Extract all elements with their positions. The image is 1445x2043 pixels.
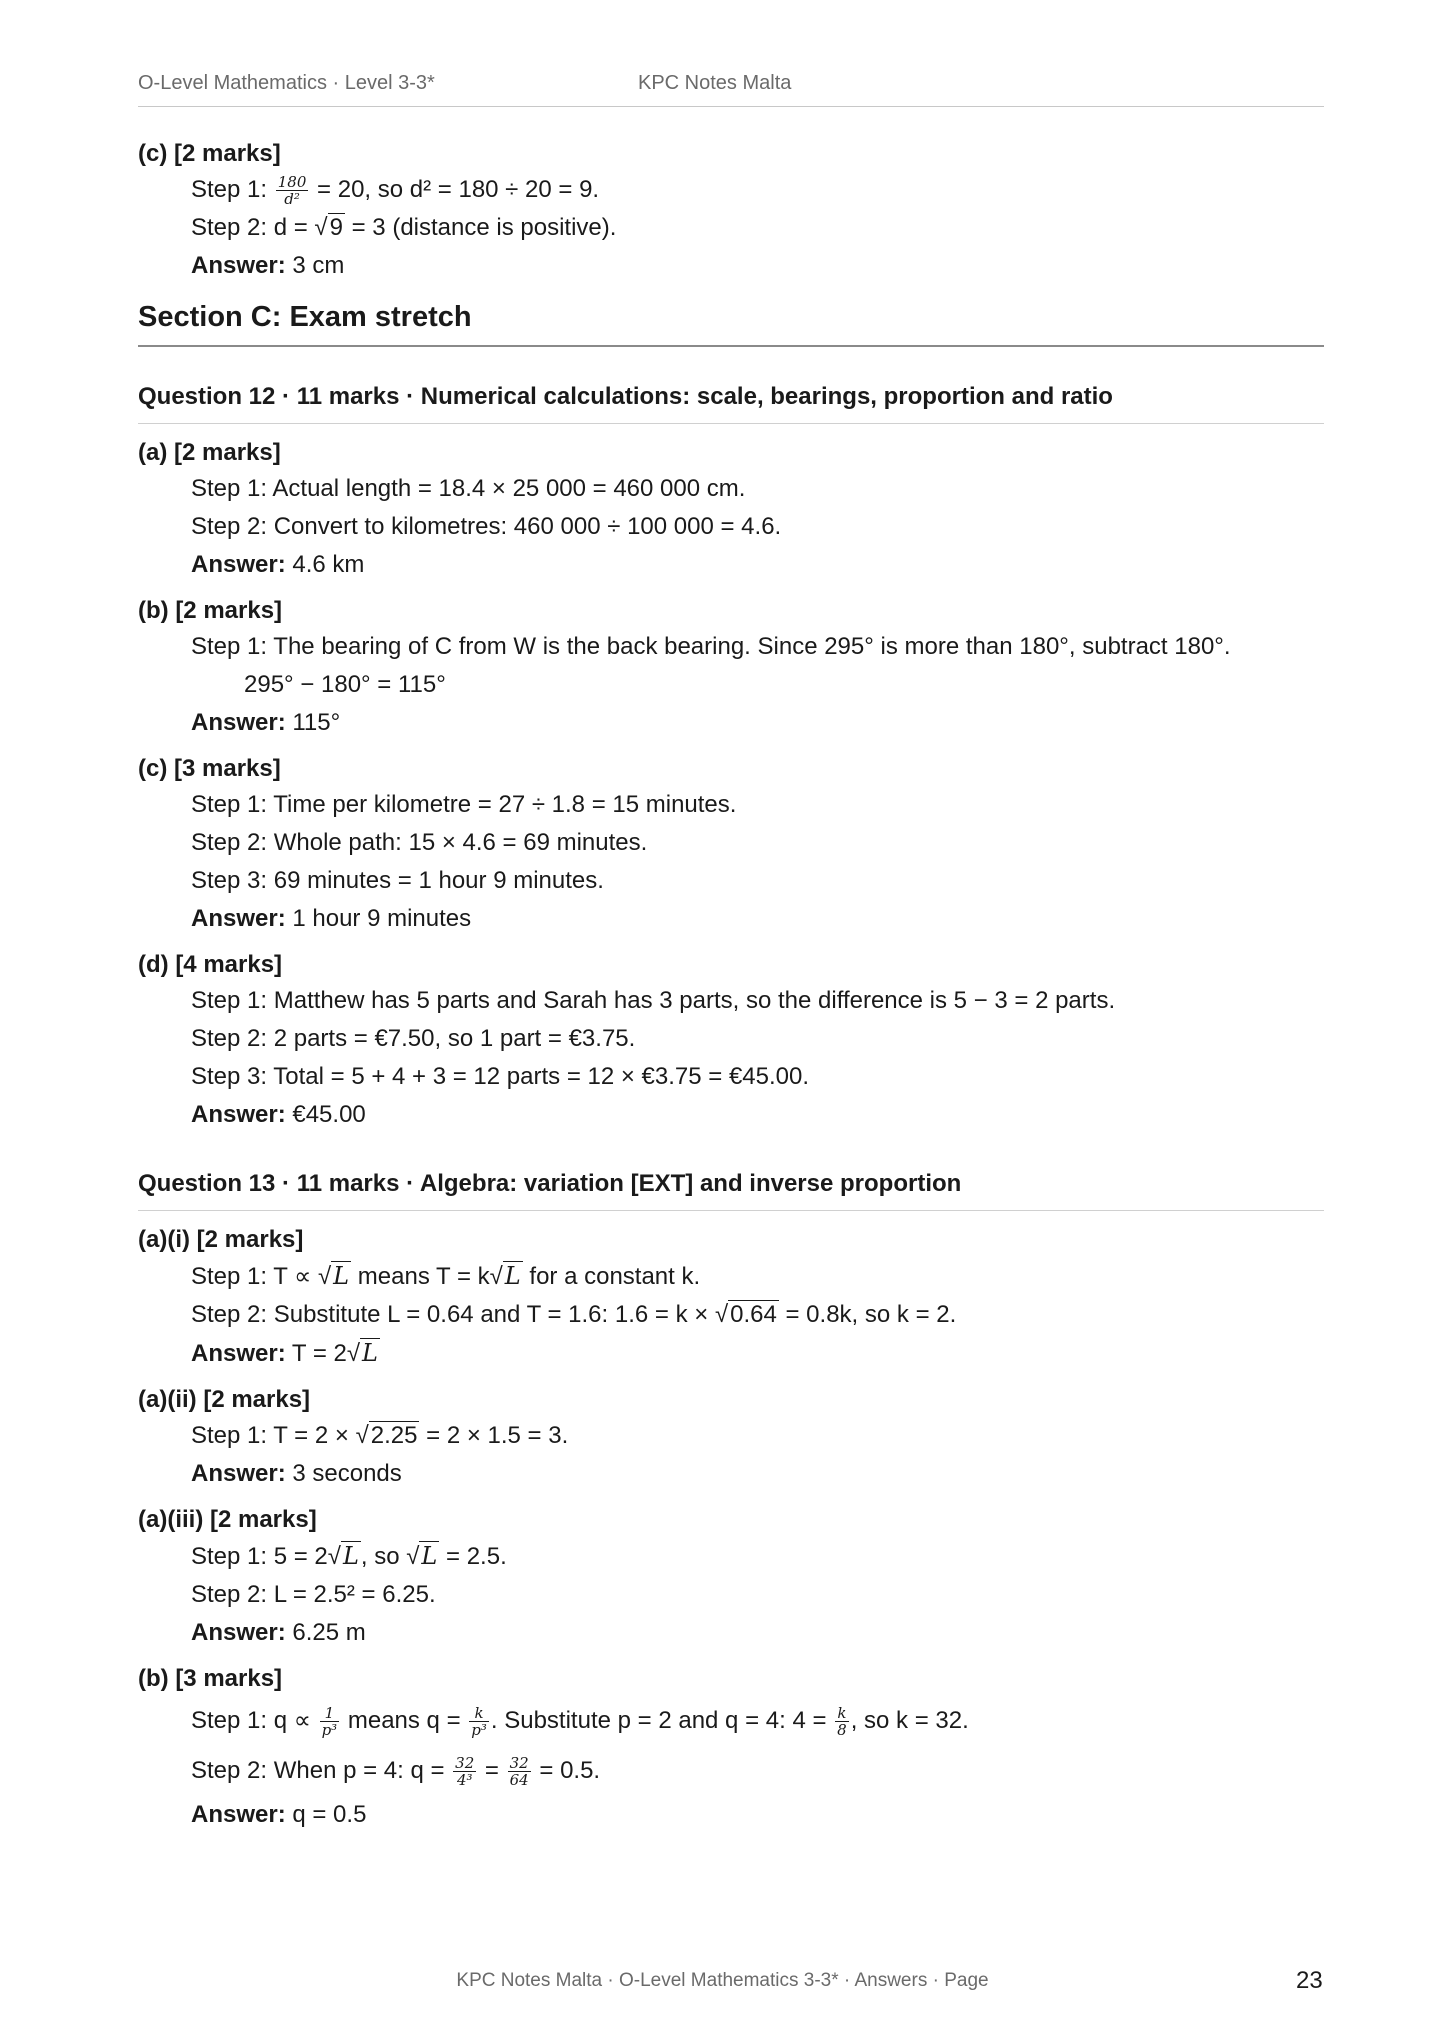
radicand: L <box>504 1262 521 1290</box>
answer-value: 6.25 m <box>285 1619 366 1646</box>
step-line <box>191 1257 1324 1296</box>
answer-line <box>191 546 1324 584</box>
answer-line <box>191 704 1324 742</box>
radicand: 9 <box>329 214 343 241</box>
part-label: (c) [3 marks] <box>138 755 281 782</box>
step-text: Step 2: Substitute L = 0.64 and T = 1.6: 1.6 = k × <box>191 1301 715 1328</box>
radicand: L <box>362 1339 378 1367</box>
step-text: = 0.8k, so k = 2. <box>778 1301 957 1328</box>
part-label: (b) [3 marks] <box>138 1665 283 1692</box>
fraction-numerator: k <box>469 1705 489 1722</box>
answer-label: Answer: <box>191 1340 286 1367</box>
answer-value: T = 2 <box>285 1340 347 1367</box>
answer-label: Answer: <box>191 551 286 578</box>
step-line: Step 1: Matthew has 5 parts and Sarah has 3 parts, so the difference is 5 − 3 = 2 parts. <box>191 987 1116 1014</box>
square-root: √L <box>489 1262 521 1290</box>
step-line: Step 1: Time per kilometre = 27 ÷ 1.8 = 15 minutes. <box>191 791 737 818</box>
fraction-numerator: 1 <box>320 1705 340 1722</box>
question-12-title: Question 12 · 11 marks · Numerical calculations: scale, bearings, proportion and ratio <box>138 381 1324 424</box>
step-line: Step 2: Convert to kilometres: 460 000 ÷ 100 000 = 4.6. <box>191 513 782 540</box>
fraction-numerator: 32 <box>509 1754 529 1773</box>
square-root: √L <box>318 1262 350 1290</box>
step-text: Step 2: When p = 4: q = <box>191 1757 452 1784</box>
answer-label: Answer: <box>191 1101 286 1128</box>
question-13-title: Question 13 · 11 marks · Algebra: variation [EXT] and inverse proportion <box>138 1168 1324 1211</box>
radicand: 0.64 <box>730 1301 777 1328</box>
step-text: = 0.5. <box>532 1757 601 1784</box>
radicand: L <box>342 1542 359 1570</box>
step-text: = 2.5. <box>439 1543 507 1570</box>
fraction-denominator: p³ <box>321 1721 338 1740</box>
step-text: Step 2: d = <box>191 214 315 241</box>
fraction <box>276 174 309 207</box>
fraction-numerator: 180 <box>277 173 307 192</box>
answer-value: 115° <box>285 709 341 736</box>
step-text: means T = k <box>351 1263 490 1290</box>
step-line <box>191 1746 1324 1796</box>
answer-value: q = 0.5 <box>285 1801 367 1828</box>
fraction-numerator: 32 <box>455 1754 475 1773</box>
fraction <box>320 1705 340 1738</box>
step-line: Step 2: L = 2.5² = 6.25. <box>191 1581 436 1608</box>
square-root: √2.25 <box>355 1422 418 1449</box>
answer-line <box>191 247 1324 285</box>
fraction-denominator: p³ <box>471 1721 487 1740</box>
fraction <box>469 1705 489 1738</box>
answer-label: Answer: <box>191 709 286 736</box>
header-left-text: O-Level Mathematics · Level 3-3* <box>138 72 435 94</box>
part-label: (a)(ii) [2 marks] <box>138 1386 311 1413</box>
step-continuation: 295° − 180° = 115° <box>244 671 446 698</box>
answer-value: 1 hour 9 minutes <box>285 905 472 932</box>
step-text: . Substitute p = 2 and q = 4: 4 = <box>490 1707 834 1734</box>
step-text: = 20, so d² = 180 ÷ 20 = 9. <box>310 176 600 203</box>
step-text: Step 1: q ∝ <box>191 1707 318 1734</box>
step-line: Step 3: 69 minutes = 1 hour 9 minutes. <box>191 867 604 894</box>
part-label: (a)(iii) [2 marks] <box>138 1506 317 1533</box>
step-line <box>191 1296 1324 1334</box>
square-root: √L <box>406 1542 438 1570</box>
answer-value: 4.6 km <box>285 551 365 578</box>
step-line <box>191 1537 1324 1576</box>
part-label: (a) [2 marks] <box>138 439 281 466</box>
part-label: (d) [4 marks] <box>138 951 283 978</box>
step-line <box>191 209 1324 247</box>
square-root: √0.64 <box>714 1301 777 1328</box>
answer-label: Answer: <box>191 1460 286 1487</box>
step-line <box>191 1696 1324 1746</box>
page-footer: KPC Notes Malta · O-Level Mathematics 3-3* · Answers · Page <box>456 1970 989 1991</box>
step-text: = 3 (distance is positive). <box>344 214 617 241</box>
step-line: Step 3: Total = 5 + 4 + 3 = 12 parts = 12 × €3.75 = €45.00. <box>191 1063 810 1090</box>
prev-part-c <box>138 137 1324 285</box>
square-root: √9 <box>314 214 343 241</box>
square-root: √L <box>327 1542 359 1570</box>
answer-line <box>191 1455 1324 1493</box>
answer-label: Answer: <box>191 1801 286 1828</box>
answer-line <box>191 1096 1324 1134</box>
fraction <box>835 1705 849 1738</box>
fraction-denominator: d² <box>284 190 300 209</box>
step-text: Step 1: T = 2 × <box>191 1422 356 1449</box>
answer-line <box>191 1796 1324 1834</box>
step-line <box>191 1417 1324 1455</box>
fraction-denominator: 64 <box>509 1771 529 1790</box>
step-line: Step 1: The bearing of C from W is the back bearing. Since 295° is more than 180°, subtract 180°. <box>191 633 1231 660</box>
square-root: √L <box>346 1339 378 1367</box>
radicand: 2.25 <box>370 1422 418 1449</box>
step-text: = 2 × 1.5 = 3. <box>419 1422 569 1449</box>
part-label: (c) [2 marks] <box>138 140 281 167</box>
answer-line <box>191 900 1324 938</box>
step-text: for a constant k. <box>522 1263 701 1290</box>
answer-value: 3 cm <box>285 252 345 279</box>
answer-label: Answer: <box>191 905 286 932</box>
answer-value: €45.00 <box>285 1101 366 1128</box>
answer-value: 3 seconds <box>285 1460 402 1487</box>
radicand: L <box>421 1542 438 1570</box>
step-text: means q = <box>341 1707 468 1734</box>
step-prefix: Step 1: <box>191 176 268 203</box>
step-text: , so <box>360 1543 407 1570</box>
step-text: , so k = 32. <box>850 1707 969 1734</box>
part-label: (b) [2 marks] <box>138 597 283 624</box>
radicand: L <box>333 1262 350 1290</box>
fraction-numerator: k <box>835 1705 849 1722</box>
fraction-denominator: 4³ <box>456 1771 473 1790</box>
step-text: = <box>478 1757 506 1784</box>
answer-line <box>191 1334 1324 1373</box>
part-label: (a)(i) [2 marks] <box>138 1226 304 1253</box>
header-center-text: KPC Notes Malta <box>638 72 792 94</box>
answer-label: Answer: <box>191 252 286 279</box>
step-line: Step 2: 2 parts = €7.50, so 1 part = €3.75. <box>191 1025 636 1052</box>
section-title: Section C: Exam stretch <box>138 297 1324 347</box>
step-line: Step 1: Actual length = 18.4 × 25 000 = 460 000 cm. <box>191 475 746 502</box>
page-content <box>138 137 1324 1834</box>
step-text: Step 1: T ∝ <box>191 1263 318 1290</box>
fraction <box>508 1755 531 1788</box>
step-line: Step 2: Whole path: 15 × 4.6 = 69 minutes. <box>191 829 648 856</box>
answer-line <box>191 1614 1324 1652</box>
fraction <box>453 1755 476 1788</box>
step-text: Step 1: 5 = 2 <box>191 1543 328 1570</box>
fraction-denominator: 8 <box>837 1721 847 1740</box>
step-line <box>191 171 1324 209</box>
page-header <box>138 66 1324 107</box>
answer-label: Answer: <box>191 1619 286 1646</box>
page-number: 23 <box>1296 1967 1323 1994</box>
